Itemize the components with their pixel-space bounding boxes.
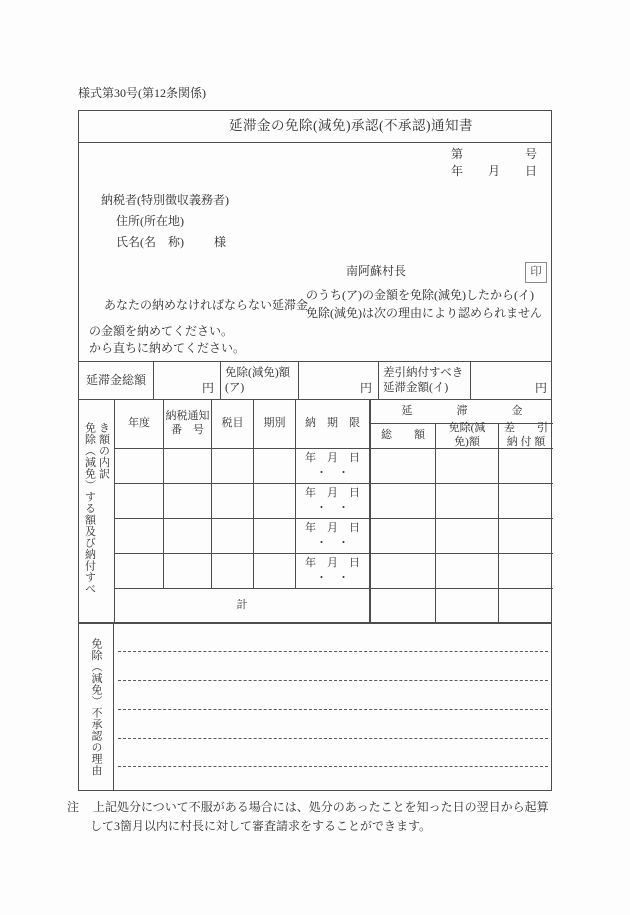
cell-installment <box>254 554 296 589</box>
cell-installment <box>254 484 296 519</box>
footnote <box>67 798 572 836</box>
reason-dotted-line <box>118 766 548 767</box>
header-balance-payable <box>499 424 553 449</box>
seal-box <box>525 262 547 283</box>
form-title: 延滞金の免除(減免)承認(不承認)通知書 <box>79 111 551 143</box>
cell-total-amount <box>371 554 436 589</box>
reason-section <box>79 624 551 790</box>
name-label: 氏名(名 称) <box>116 235 184 249</box>
doc-number-prefix: 第 <box>451 147 464 161</box>
reason-side-label <box>79 624 114 790</box>
honorific-label: 様 <box>214 235 227 249</box>
cell-tax-notice-number <box>164 554 212 589</box>
yen-label: 円 <box>534 381 547 395</box>
date-year-label: 年 <box>451 164 464 178</box>
header-delinquent-charge-group: 延 滞 金 <box>371 400 553 424</box>
body-line-right-2: 免除(減免)は次の理由により認められません <box>306 306 542 320</box>
total-amount-field <box>154 362 221 399</box>
form-box <box>78 110 552 791</box>
footnote-line2: して3箇月以内に村長に対して審査請求をすることができます。 <box>90 819 432 833</box>
header-exempt-line2: 免)額 <box>454 436 480 448</box>
cell-exempt-amount <box>436 449 499 484</box>
cell-total-amount <box>371 449 436 484</box>
cell-installment <box>254 449 296 484</box>
balance-due-label <box>379 362 471 399</box>
reason-side-label-text: 免除（減免）不承認の理由 <box>90 638 102 776</box>
header-tax-notice-line2: 番 号 <box>171 424 204 436</box>
header-balance-line1: 差 引 <box>504 422 548 435</box>
doc-number-block <box>451 147 537 181</box>
body-line-4: から直ちに納めてください。 <box>89 341 246 355</box>
total-cell-exempt-amount <box>436 589 499 622</box>
total-cell-total-amount <box>371 589 436 622</box>
yen-label: 円 <box>201 381 214 395</box>
date-line <box>451 164 537 181</box>
exempt-amount-label-line1: 免除(減免)額 <box>225 367 291 380</box>
due-date-dots: ・ ・ <box>316 537 349 549</box>
due-date-placeholder: 年 月 日 <box>305 557 360 569</box>
cell-fiscal-year <box>115 519 164 554</box>
due-date-dots: ・ ・ <box>316 572 349 584</box>
reason-dotted-line <box>118 738 548 739</box>
balance-due-label-line2: 延滞金額(イ) <box>383 381 449 394</box>
breakdown-side-label-part2: き額の内訳 <box>97 422 110 480</box>
cell-due-date <box>296 449 371 484</box>
form-code: 様式第30号(第12条関係) <box>78 86 206 100</box>
body-line-3: の金額を納めてください。 <box>89 324 234 338</box>
cell-tax-item <box>212 519 254 554</box>
footnote-line1 <box>67 798 572 817</box>
cell-total-amount <box>371 519 436 554</box>
header-exempt-line1: 免除(減 <box>448 422 486 435</box>
header-tax-notice-number <box>164 400 212 449</box>
header-fiscal-year: 年度 <box>115 400 164 449</box>
due-date-placeholder: 年 月 日 <box>305 487 360 499</box>
exempt-amount-label-line2: (ア) <box>225 381 245 394</box>
balance-due-label-line1: 差引納付すべき <box>383 367 464 380</box>
summary-row <box>79 361 551 399</box>
exempt-amount-label <box>221 362 299 399</box>
reason-dotted-line <box>118 709 548 710</box>
cell-balance-payable <box>499 554 553 589</box>
cell-fiscal-year <box>115 449 164 484</box>
cell-exempt-amount <box>436 484 499 519</box>
cell-tax-notice-number <box>164 449 212 484</box>
cell-installment <box>254 519 296 554</box>
name-line <box>101 235 229 256</box>
due-date-dots: ・ ・ <box>316 502 349 514</box>
taxpayer-label: 納税者(特別徴収義務者) <box>101 193 229 207</box>
footnote-text1: 上記処分について不服がある場合には、処分のあったことを知った日の翌日から起算 <box>93 800 549 814</box>
reason-dotted-line <box>118 651 548 652</box>
total-row-label: 計 <box>115 589 371 622</box>
cell-fiscal-year <box>115 554 164 589</box>
footnote-marker: 注 <box>67 800 80 814</box>
yen-label: 円 <box>359 381 372 395</box>
cell-tax-item <box>212 484 254 519</box>
body-line-left: あなたの納めなければならない延滞金 <box>104 298 309 312</box>
due-date-placeholder: 年 月 日 <box>305 522 360 534</box>
due-date-placeholder: 年 月 日 <box>305 452 360 464</box>
breakdown-table <box>79 399 551 624</box>
cell-tax-item <box>212 449 254 484</box>
doc-number-suffix: 号 <box>524 147 537 161</box>
cell-total-amount <box>371 484 436 519</box>
cell-tax-notice-number <box>164 519 212 554</box>
header-exempt-amount <box>436 424 499 449</box>
seal-icon: 印 <box>530 266 542 279</box>
cell-balance-payable <box>499 484 553 519</box>
cell-due-date <box>296 554 371 589</box>
reason-dotted-line <box>118 680 548 681</box>
total-amount-label: 延滞金総額 <box>79 362 154 399</box>
header-tax-notice-line1: 納税通知 <box>165 410 210 423</box>
body-line-right-1: のうち(ア)の金額を免除(減免)したから(イ) <box>306 288 534 302</box>
cell-fiscal-year <box>115 484 164 519</box>
breakdown-side-label <box>79 400 115 622</box>
cell-tax-item <box>212 554 254 589</box>
due-date-dots: ・ ・ <box>316 467 349 479</box>
header-due-date: 納 期 限 <box>296 400 371 449</box>
total-cell-balance-payable <box>499 589 553 622</box>
cell-due-date <box>296 519 371 554</box>
header-total-amount: 総 額 <box>371 424 436 449</box>
cell-due-date <box>296 484 371 519</box>
cell-tax-notice-number <box>164 484 212 519</box>
cell-balance-payable <box>499 519 553 554</box>
address-label: 住所(所在地) <box>116 214 184 228</box>
header-tax-item: 税目 <box>212 400 254 449</box>
addressee-block <box>101 193 229 256</box>
header-installment: 期別 <box>254 400 296 449</box>
header-balance-line2: 納 付 額 <box>506 436 546 448</box>
date-month-label: 月 <box>487 164 500 178</box>
issuer-name: 南阿蘇村長 <box>346 264 407 278</box>
date-day-label: 日 <box>524 164 537 178</box>
breakdown-side-label-part1: 免除（減免）する額及び納付すべ <box>83 422 96 595</box>
exempt-amount-field <box>299 362 379 399</box>
balance-due-field <box>471 362 553 399</box>
cell-exempt-amount <box>436 554 499 589</box>
doc-number-line <box>451 147 537 164</box>
cell-balance-payable <box>499 449 553 484</box>
cell-exempt-amount <box>436 519 499 554</box>
